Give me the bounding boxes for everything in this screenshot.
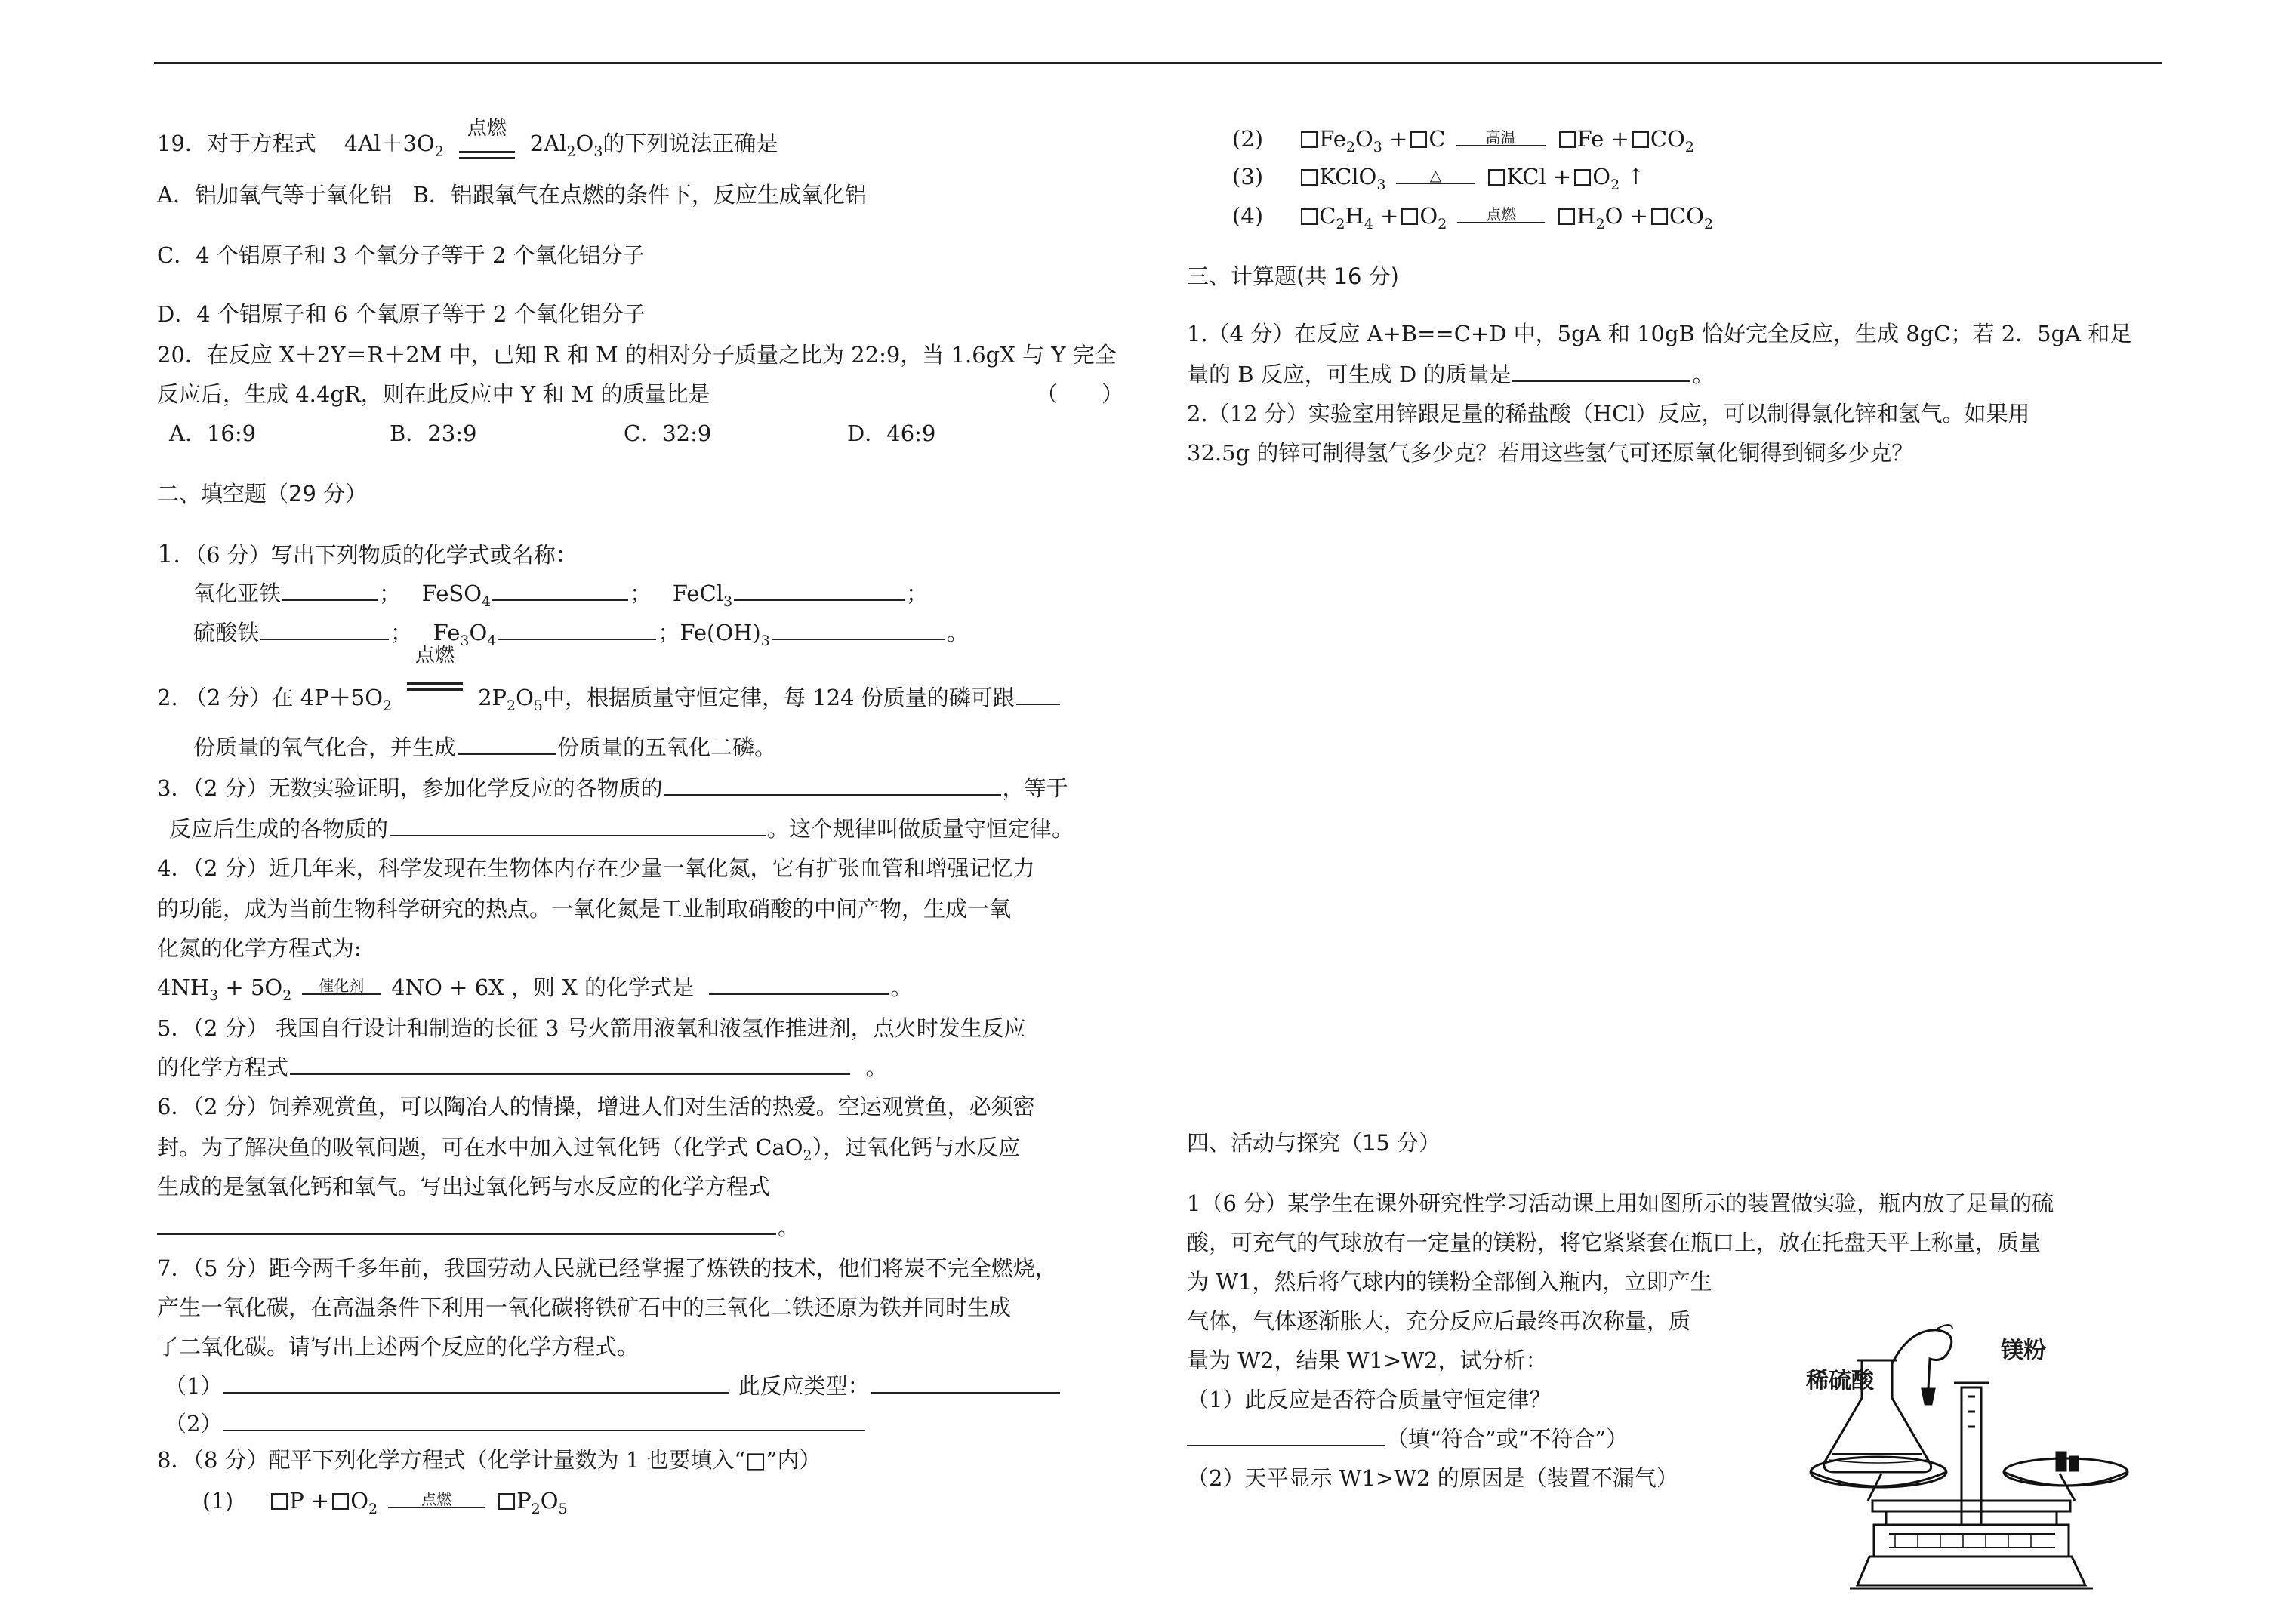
answer-blank[interactable] [492, 580, 628, 601]
fill-4-line1: 4．（2 分）近几年来，科学发现在生物体内存在少量一氧化氮，它有扩张血管和增强记忆力 [157, 855, 1035, 881]
q20-answer-paren: （ ） [1036, 381, 1124, 407]
answer-blank[interactable] [664, 775, 1001, 796]
fill-5-line1: 5．（2 分） 我国自行设计和制造的长征 3 号火箭用液氧和液氢作推进剂，点火时发生反应 [157, 1015, 1026, 1041]
coefficient-box[interactable] [1558, 208, 1575, 225]
answer-blank[interactable] [498, 619, 656, 640]
calc-2-line2: 32.5g 的锌可制得氢气多少克？若用这些氢气可还原氧化铜得到铜多少克？ [1187, 440, 1914, 466]
answer-blank[interactable] [223, 1410, 865, 1431]
q19-stem: 19．对于方程式 $4Al+3O_2$ 点燃 $2Al_2O_3$的下列说法正确是 [157, 117, 778, 160]
coefficient-box[interactable] [1632, 131, 1649, 148]
fill-2-line2: 份质量的氧气化合，并生成 份质量的五氧化二磷。 [193, 735, 777, 760]
calc-1-line2: 量的 B 反应，可生成 D 的质量是 。 [1187, 362, 1715, 387]
answer-blank[interactable] [260, 619, 389, 640]
section-4-title: 四、活动与探究（15 分） [1187, 1130, 1441, 1156]
ignite-equal-sign: 点燃 [459, 124, 515, 151]
figure-label-mg-powder: 镁粉 [2001, 1338, 2046, 1364]
fill-1-row2: 硫酸铁 ； $Fe_3O_4$ ；$Fe(OH)_3$ 。 [193, 620, 969, 649]
section-3-title: 三、计算题(共 16 分) [1187, 263, 1399, 289]
fill-3-line2: 反应后生成的各物质的 。这个规律叫做质量守恒定律。 [169, 816, 1074, 842]
activity-1-line2: 酸，可充气的气球放有一定量的镁粉，将它紧紧套在瓶口上，放在托盘天平上称量，质量 [1187, 1230, 2042, 1255]
answer-blank[interactable] [223, 1372, 729, 1394]
coefficient-box[interactable] [271, 1493, 288, 1510]
fill-4-line2: 的功能，成为当前生物科学研究的热点。一氧化氮是工业制取硝酸的中间产物，生成一氧 [157, 896, 1012, 922]
figure-label-dilute-acid: 稀硫酸 [1806, 1368, 1874, 1394]
fill-1-row1: 氧化亚铁 ； FeSO$_4$ ； FeCl$_3$ ； [193, 581, 929, 610]
fill-3-line1: 3．（2 分）无数实验证明，参加化学反应的各物质的 ，等于 [157, 775, 1068, 801]
q20-option-b: B．23:9 [390, 420, 477, 446]
activity-1-q1-answer: （填“符合”或“不符合”） [1187, 1425, 1628, 1452]
answer-blank[interactable] [1512, 361, 1690, 382]
coefficient-box[interactable] [1301, 131, 1318, 148]
fill-4-equation: $4NH_3 + 5O_2$ 催化剂 4NO + 6X ，则 X 的化学式是 。 [157, 975, 913, 1004]
activity-1-line3: 为 W1，然后将气球内的镁粉全部倒入瓶内，立即产生 [1187, 1269, 1712, 1295]
activity-1-line1: 1（6 分）某学生在课外研究性学习活动课上用如图所示的装置做实验，瓶内放了足量的硫 [1187, 1190, 2054, 1216]
answer-blank[interactable] [390, 815, 766, 836]
fill-8-line: 8．（8 分）配平下列化学方程式（化学计量数为 1 也要填入“□”内） [157, 1447, 821, 1473]
answer-blank[interactable] [282, 580, 378, 601]
calc-1-line1: 1.（4 分）在反应 A+B==C+D 中，5gA 和 10gB 恰好完全反应，生成 8gC；若 2．5gA 和足 [1187, 321, 2132, 346]
balance-figure [1789, 1298, 2167, 1600]
fill-8-eq1: (1) $P + O_2$ 点燃 $P_2O_5$ [202, 1488, 568, 1517]
top-rule [154, 62, 2162, 64]
fill-7-line1: 7．（5 分）距今两千多年前，我国劳动人民就已经掌握了炼铁的技术，他们将炭不完全燃烧， [157, 1255, 1057, 1281]
coefficient-box[interactable] [1488, 169, 1505, 186]
fill-6-line1: 6．（2 分）饲养观赏鱼，可以陶冶人的情操，增进人们对生活的热爱。空运观赏鱼，必须密 [157, 1094, 1035, 1119]
catalyst-arrow: 催化剂 [302, 992, 381, 995]
q19-option-c: C．4 个铝原子和 3 个氧分子等于 2 个氧化铝分子 [157, 242, 645, 268]
calc-2-line1: 2.（12 分）实验室用锌跟足量的稀盐酸（HCl）反应，可以制得氯化锌和氢气。如果用 [1187, 401, 2030, 427]
fill-4-line3: 化氮的化学方程式为: [157, 935, 362, 961]
coefficient-box[interactable] [1410, 131, 1427, 148]
fill-2-line1: 2. （2 分）在 $4P+5O_2$ 点燃 $2P_2O_5$中，根据质量守恒定律，每 124 份质量的磷可跟 [157, 678, 1062, 719]
coefficient-box[interactable] [498, 1493, 515, 1510]
coefficient-box[interactable] [332, 1493, 349, 1510]
activity-1-q1: （1）此反应是否符合质量守恒定律？ [1187, 1387, 1552, 1412]
fill-7-row2: （2） [165, 1410, 867, 1437]
fill-6-line2: 封。为了解决鱼的吸氧问题，可在水中加入过氧化钙（化学式 CaO$_2$），过氧化钙与水反应 [157, 1135, 1021, 1164]
answer-blank[interactable] [157, 1214, 776, 1235]
fill-8-eq2: (2) $Fe_2O_3 + C$ 高温 $Fe + CO_2$ [1232, 126, 1694, 156]
fill-6-answer: 。 [157, 1214, 800, 1241]
coefficient-box[interactable] [1301, 169, 1318, 186]
activity-1-line4: 气体，气体逐渐胀大，充分反应后最终再次称量，质 [1187, 1308, 1691, 1334]
q20-line1: 20．在反应 X＋2Y＝R＋2M 中，已知 R 和 M 的相对分子质量之比为 22:9，当 1.6gX 与 Y 完全 [157, 342, 1117, 368]
coefficient-box[interactable] [1401, 208, 1418, 225]
answer-blank[interactable] [734, 580, 905, 601]
fill-1-head: 1．（6 分）写出下列物质的化学式或名称： [157, 539, 578, 569]
answer-blank[interactable] [772, 619, 945, 640]
coefficient-box[interactable] [1574, 169, 1591, 186]
fill-7-line2: 产生一氧化碳，在高温条件下利用一氧化碳将铁矿石中的三氧化二铁还原为铁并同时生成 [157, 1295, 1012, 1320]
answer-blank[interactable] [458, 734, 556, 755]
coefficient-box[interactable] [1559, 131, 1576, 148]
ignite-arrow: 点燃 [1457, 220, 1545, 223]
fill-5-line2: 的化学方程式 。 [157, 1055, 888, 1080]
activity-1-line5: 量为 W2，结果 W1>W2，试分析： [1187, 1347, 1548, 1373]
ignite-arrow: 点燃 [388, 1505, 485, 1508]
activity-1-q2: （2）天平显示 W1>W2 的原因是（装置不漏气） [1187, 1465, 1678, 1491]
q20-option-d: D．46:9 [847, 420, 936, 446]
q19-options-ab: A．铝加氧气等于氧化铝 B．铝跟氧气在点燃的条件下，反应生成氧化铝 [157, 182, 867, 208]
q20-option-c: C．32:9 [624, 420, 712, 446]
heat-arrow: △ [1396, 181, 1475, 184]
q20-option-a: A．16:9 [169, 420, 257, 446]
q20-line2: 反应后，生成 4.4gR，则在此反应中 Y 和 M 的质量比是 [157, 381, 710, 407]
ignite-equal-sign: 点燃 [407, 678, 463, 705]
high-temp-arrow: 高温 [1456, 143, 1546, 146]
fill-7-line3: 了二氧化碳。请写出上述两个反应的化学方程式。 [157, 1334, 639, 1360]
answer-blank[interactable] [1187, 1425, 1385, 1446]
answer-blank[interactable] [709, 974, 889, 995]
coefficient-box[interactable] [1301, 208, 1318, 225]
answer-blank[interactable] [1016, 684, 1060, 705]
fill-8-eq4: (4) $C_2H_4 + O_2$ 点燃 $H_2O + CO_2$ [1232, 203, 1714, 233]
answer-blank[interactable] [871, 1372, 1060, 1394]
coefficient-box[interactable] [1651, 208, 1668, 225]
section-2-title: 二、填空题（29 分） [157, 481, 368, 507]
answer-blank[interactable] [290, 1054, 850, 1075]
q19-option-d: D．4 个铝原子和 6 个氧原子等于 2 个氧化铝分子 [157, 301, 646, 327]
fill-8-eq3: (3) KClO$_3$ △ KCl + $O_2$ ↑ [1232, 164, 1645, 193]
fill-6-line3: 生成的是氢氧化钙和氧气。写出过氧化钙与水反应的化学方程式 [157, 1174, 771, 1200]
fill-7-row1: （1） 此反应类型： [165, 1372, 1062, 1400]
